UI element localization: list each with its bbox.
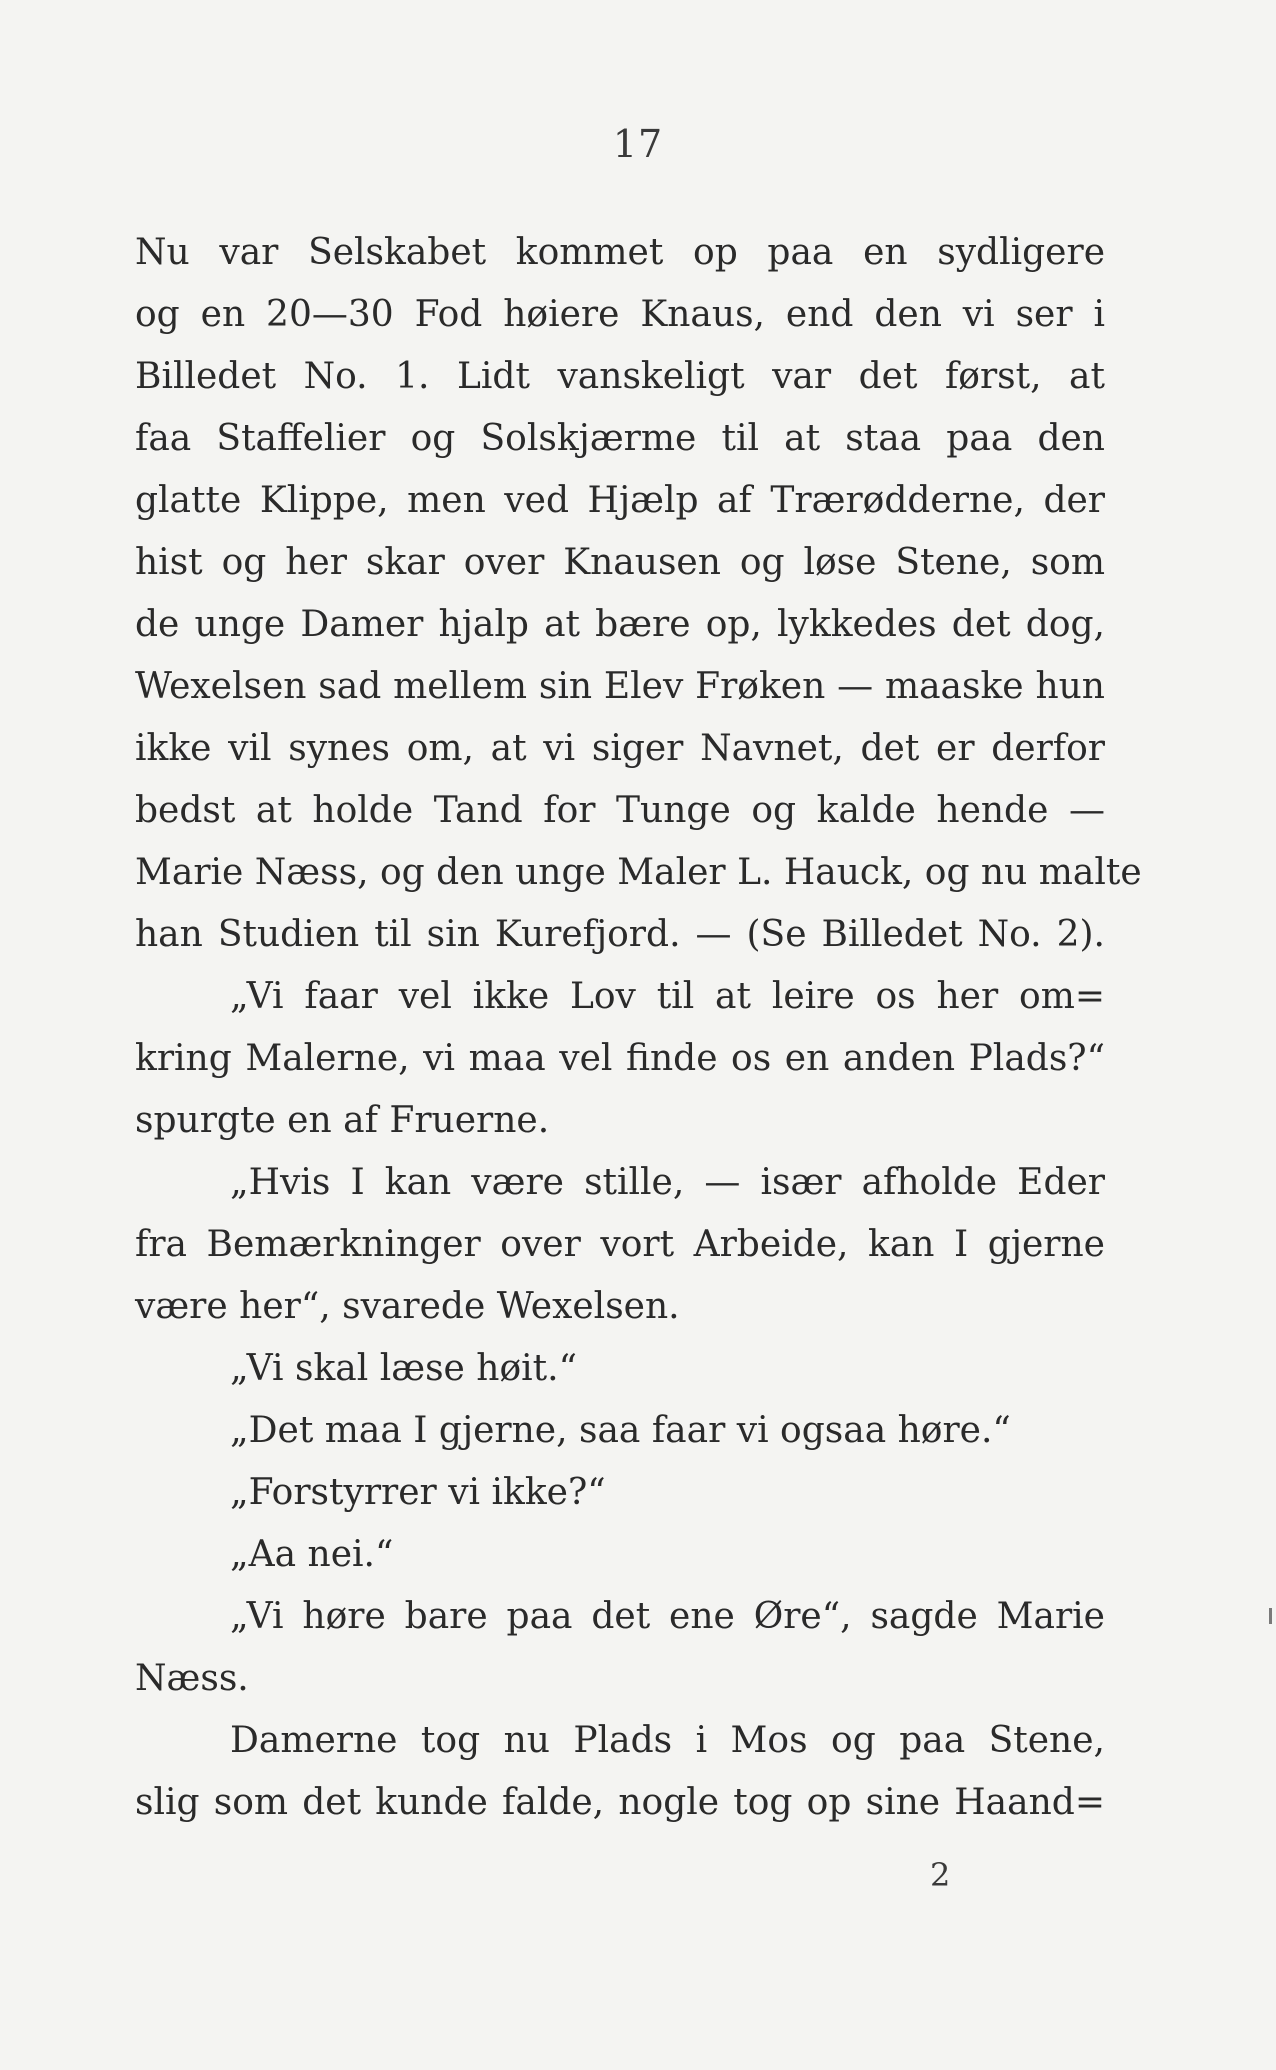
text-line: og en 20—30 Fod høiere Knaus, end den vi ser i	[135, 294, 1105, 335]
text-line: ikke vil synes om, at vi siger Navnet, det er derfor	[135, 728, 1105, 769]
text-line: han Studien til sin Kurefjord. — (Se Billedet No. 2).	[135, 914, 1105, 955]
text-line: „Vi høre bare paa det ene Øre“, sagde Marie	[230, 1596, 1105, 1637]
text-line: hist og her skar over Knausen og løse Stene, som	[135, 542, 1105, 583]
text-line: „Hvis I kan være stille, — især afholde Eder	[230, 1162, 1105, 1203]
text-line: være her“, svarede Wexelsen.	[135, 1286, 680, 1327]
text-line: bedst at holde Tand for Tunge og kalde hende —	[135, 790, 1105, 831]
text-line: Wexelsen sad mellem sin Elev Frøken — maaske hun	[135, 666, 1105, 707]
text-line: faa Staffelier og Solskjærme til at staa paa den	[135, 418, 1105, 459]
text-line: Næss.	[135, 1658, 249, 1699]
text-line: Nu var Selskabet kommet op paa en sydligere	[135, 232, 1105, 273]
page-number: 17	[612, 122, 664, 166]
text-line: „Det maa I gjerne, saa faar vi ogsaa høre.“	[230, 1410, 1011, 1451]
edge-mark	[1269, 1608, 1272, 1624]
text-line: Damerne tog nu Plads i Mos og paa Stene,	[230, 1720, 1105, 1761]
text-line: Billedet No. 1. Lidt vanskeligt var det først, at	[135, 356, 1105, 397]
text-line: fra Bemærkninger over vort Arbeide, kan I gjerne	[135, 1224, 1105, 1265]
text-line: „Vi skal læse høit.“	[230, 1348, 577, 1389]
text-line: spurgte en af Fruerne.	[135, 1100, 550, 1141]
text-line: „Vi faar vel ikke Lov til at leire os her om=	[230, 976, 1105, 1017]
text-line: „Aa nei.“	[230, 1534, 394, 1575]
text-line: glatte Klippe, men ved Hjælp af Trærødderne, der	[135, 480, 1105, 521]
text-line: kring Malerne, vi maa vel finde os en anden Plads?“	[135, 1038, 1105, 1079]
text-line: „Forstyrrer vi ikke?“	[230, 1472, 606, 1513]
text-line: de unge Damer hjalp at bære op, lykkedes det dog,	[135, 604, 1105, 645]
body-text	[135, 222, 1142, 1834]
signature-mark: 2	[930, 1856, 951, 1894]
text-line: Marie Næss, og den unge Maler L. Hauck, og nu malte	[135, 852, 1142, 893]
text-line: slig som det kunde falde, nogle tog op sine Haand=	[135, 1782, 1105, 1823]
